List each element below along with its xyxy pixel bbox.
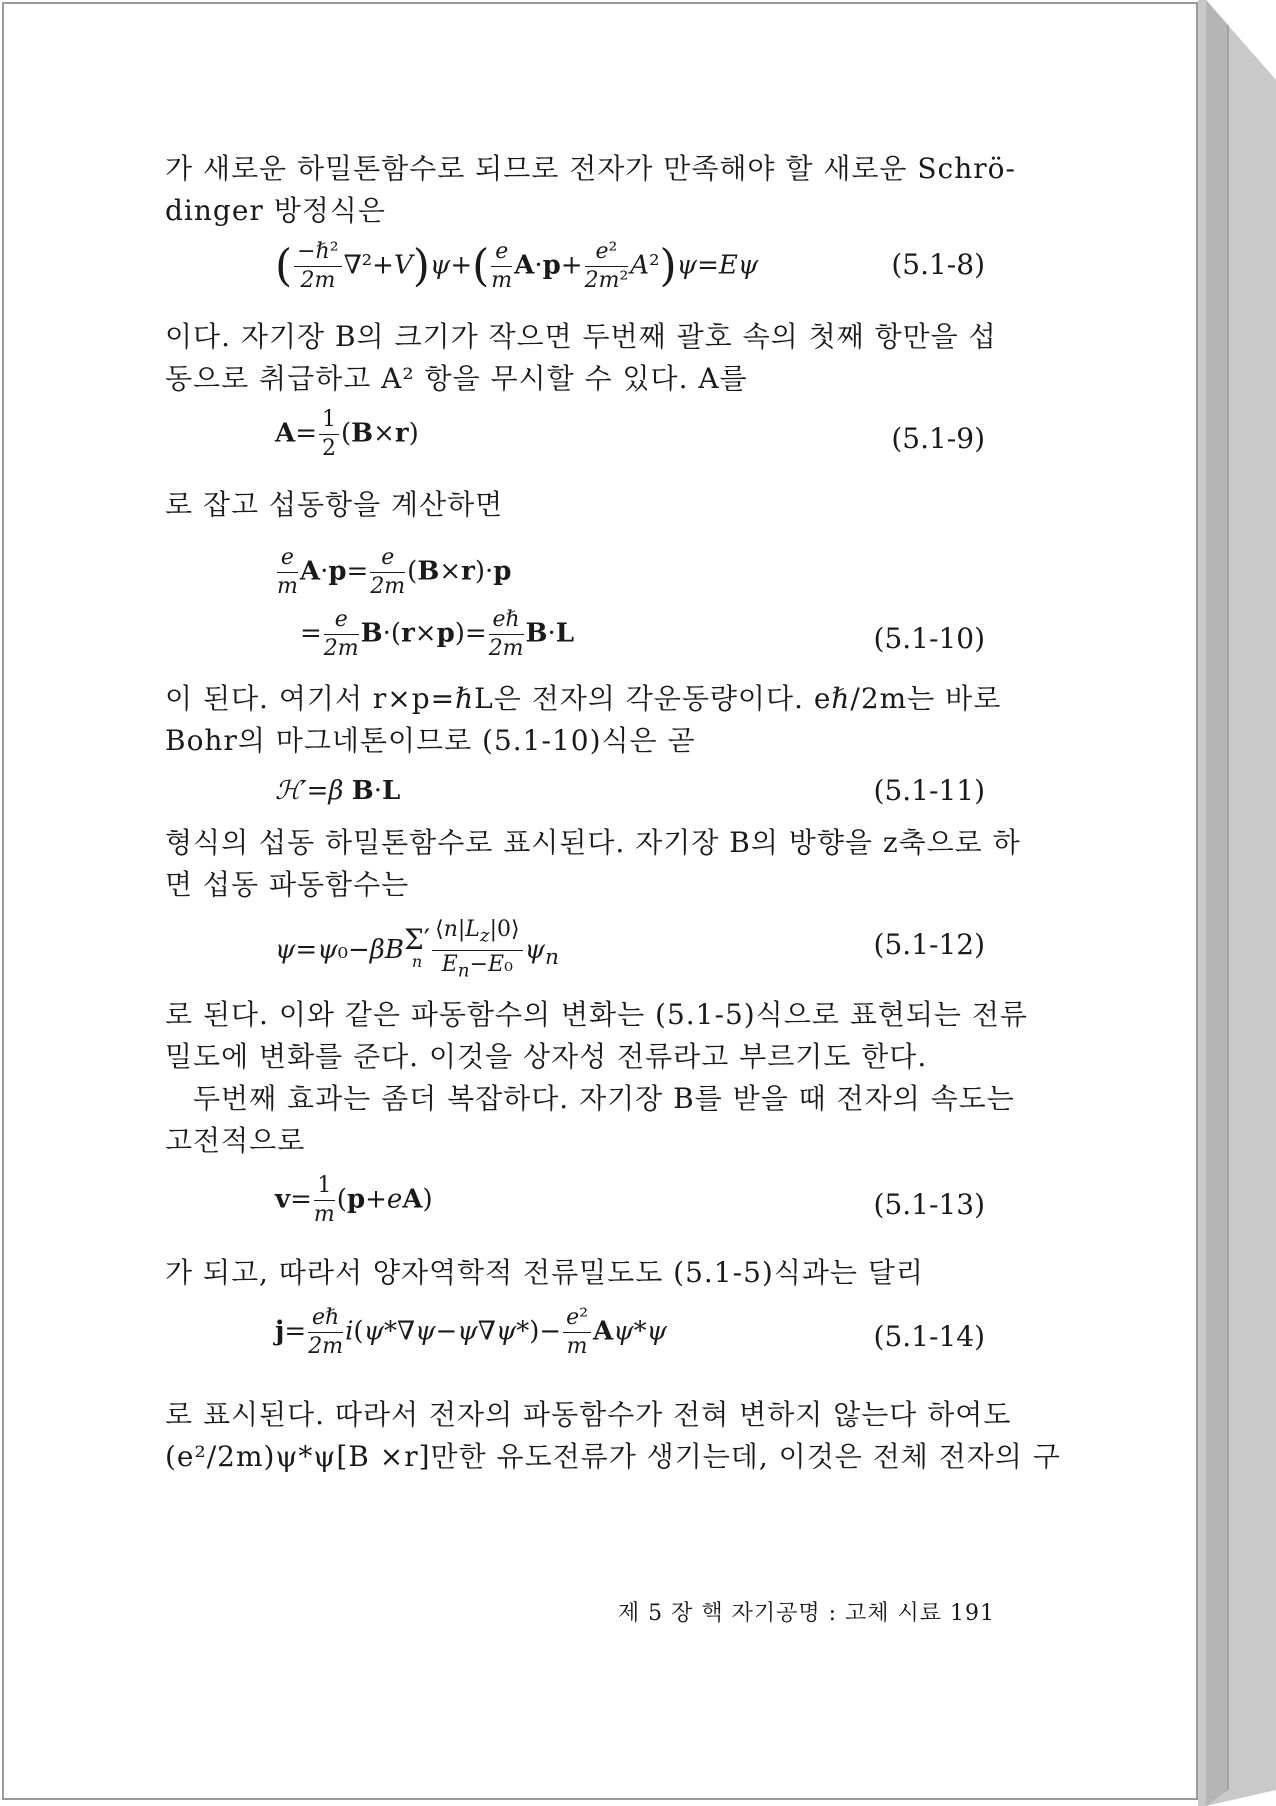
paragraph-6-cont: 밀도에 변화를 준다. 이것을 상자성 전류라고 부르기도 한다. <box>165 1040 928 1073</box>
paragraph-4: 이 된다. 여기서 r×p=ℏL은 전자의 각운동량이다. eℏ/2m는 바로 <box>165 682 1002 715</box>
paragraph-9: 로 표시된다. 따라서 전자의 파동함수가 전혀 변하지 않는다 하여도 <box>165 1398 1012 1431</box>
paragraph-1-cont: dinger 방정식은 <box>165 194 386 227</box>
page-footer: 제 5 장 핵 자기공명 : 고체 시료 191 <box>617 1601 995 1626</box>
equation-5-1-14: j= $\frac{\text{eℏ}}{2m}$ i(ψ*∇ψ−ψ∇ψ*)− $\frac{\text{e²}}{m}$ Aψ*ψ (5.1-14) <box>275 1305 985 1359</box>
equation-5-1-10b: = $\frac{e}{2m}$ B·(r×p)= $\frac{\text{eℏ}}{2m}$ B·L (5.1-10) <box>300 607 985 661</box>
page-content <box>165 148 1061 1478</box>
paragraph-9-cont: (e²/2m)ψ*ψ[B ×r]만한 유도전류가 생기는데, 이것은 전체 전자의 구 <box>165 1440 1061 1473</box>
equation-5-1-11: ℋ′=β B·L (5.1-11) <box>165 770 1000 822</box>
paragraph-5: 형식의 섭동 하밀톤함수로 표시된다. 자기장 B의 방향을 z축으로 하 <box>165 826 1021 859</box>
paragraph-7-cont: 고전적으로 <box>165 1124 306 1157</box>
paragraph-7: 두번째 효과는 좀더 복잡하다. 자기장 B를 받을 때 전자의 속도는 <box>193 1082 1015 1115</box>
equation-number: (5.1-13) <box>873 1188 985 1221</box>
equation-number: (5.1-14) <box>873 1320 985 1353</box>
paragraph-3: 로 잡고 섭동항을 계산하면 <box>165 488 504 521</box>
equation-number: (5.1-9) <box>891 422 985 455</box>
page-edge-shadow <box>1198 0 1276 1806</box>
paragraph-5-cont: 면 섭동 파동함수는 <box>165 868 410 901</box>
paragraph-8: 가 되고, 따라서 양자역학적 전류밀도도 (5.1-5)식과는 달리 <box>165 1256 924 1289</box>
equation-5-1-13: v= $\frac{1}{m}$ (p+eA) (5.1-13) <box>275 1173 985 1227</box>
equation-number: (5.1-11) <box>873 774 985 807</box>
paragraph-4-cont: Bohr의 마그네톤이므로 (5.1-10)식은 곧 <box>165 724 696 757</box>
paragraph-2: 이다. 자기장 B의 크기가 작으면 두번째 괄호 속의 첫째 항만을 섭 <box>165 320 997 353</box>
equation-number: (5.1-8) <box>891 248 985 281</box>
paragraph-1: 가 새로운 하밀톤함수로 되므로 전자가 만족해야 할 새로운 Schrö- <box>165 152 1016 185</box>
equation-5-1-8: ( $\frac{\text{−ℏ²}}{2m}$ ∇²+V)ψ+( $\frac{e}{m}$ A·p+ $\frac{\text{e²}}{\text{2m²}}$ A²)ψ=Eψ (5.1-8) <box>275 239 985 293</box>
equation-5-1-12: ψ=ψ₀−βB Σ′ n $\frac{⟨n|L_z|0⟩}{E_n-E_0}$ $\psi_n$ (5.1-12) <box>275 917 985 982</box>
equation-number: (5.1-12) <box>873 928 985 961</box>
paragraph-2-cont: 동으로 취급하고 A² 항을 무시할 수 있다. A를 <box>165 362 748 395</box>
equation-5-1-10a: $\frac{e}{m}$ A·p= $\frac{e}{2m}$ (B×r)·p <box>277 545 512 599</box>
equation-5-1-9: A= $\frac{1}{2}$ (B×r) (5.1-9) <box>275 407 985 461</box>
equation-number: (5.1-10) <box>873 622 985 655</box>
paragraph-6: 로 된다. 이와 같은 파동함수의 변화는 (5.1-5)식으로 표현되는 전류 <box>165 998 1028 1031</box>
